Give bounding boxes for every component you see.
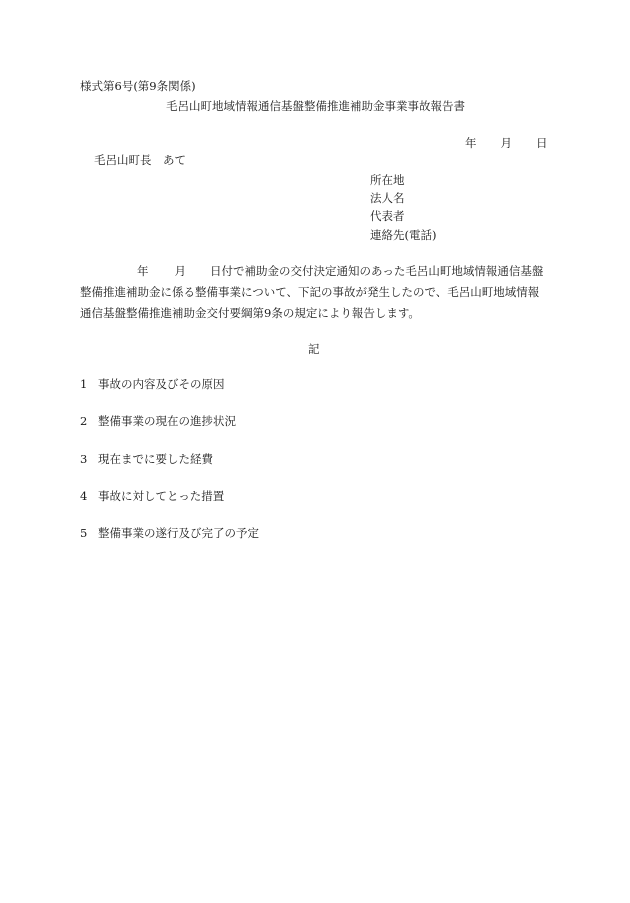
body-line-1-text: 日付で補助金の交付決定通知のあった毛呂山町地域情報通信基盤 xyxy=(210,264,544,278)
applicant-corporation-label: 法人名 xyxy=(370,191,405,205)
addressee: 毛呂山町長 あて xyxy=(94,153,186,167)
form-number: 様式第6号(第9条関係) xyxy=(80,79,196,93)
body-line-2: 整備推進補助金に係る整備事業について、下記の事故が発生したので、毛呂山町地域情報 xyxy=(80,285,540,299)
item-label: 事故の内容及びその原因 xyxy=(98,377,225,391)
item-number: 3 xyxy=(80,452,88,466)
item-number: 4 xyxy=(80,489,88,503)
list-item xyxy=(80,416,236,428)
applicant-contact-label: 連絡先(電話) xyxy=(370,228,437,242)
applicant-location-label: 所在地 xyxy=(370,173,405,187)
report-date xyxy=(465,138,548,150)
item-number: 1 xyxy=(80,377,88,391)
date-day-label: 日 xyxy=(536,136,548,150)
item-label: 現在までに要した経費 xyxy=(98,452,213,466)
date-month-label: 月 xyxy=(500,136,512,150)
item-number: 5 xyxy=(80,526,88,540)
body-line-1 xyxy=(137,266,543,278)
body-year-label: 年 xyxy=(137,264,149,278)
applicant-representative-label: 代表者 xyxy=(370,209,405,223)
document-title: 毛呂山町地域情報通信基盤整備推進補助金事業事故報告書 xyxy=(166,99,465,113)
item-label: 整備事業の現在の進捗状況 xyxy=(98,414,236,428)
body-line-3: 通信基盤整備推進補助金交付要綱第9条の規定により報告します。 xyxy=(80,306,420,320)
date-year-label: 年 xyxy=(465,136,477,150)
list-item xyxy=(80,379,225,391)
body-month-label: 月 xyxy=(174,264,186,278)
ki-heading: 記 xyxy=(308,342,320,356)
list-item xyxy=(80,454,213,466)
list-item xyxy=(80,528,259,540)
list-item xyxy=(80,491,224,503)
item-label: 事故に対してとった措置 xyxy=(98,489,225,503)
item-label: 整備事業の遂行及び完了の予定 xyxy=(98,526,259,540)
item-number: 2 xyxy=(80,414,88,428)
